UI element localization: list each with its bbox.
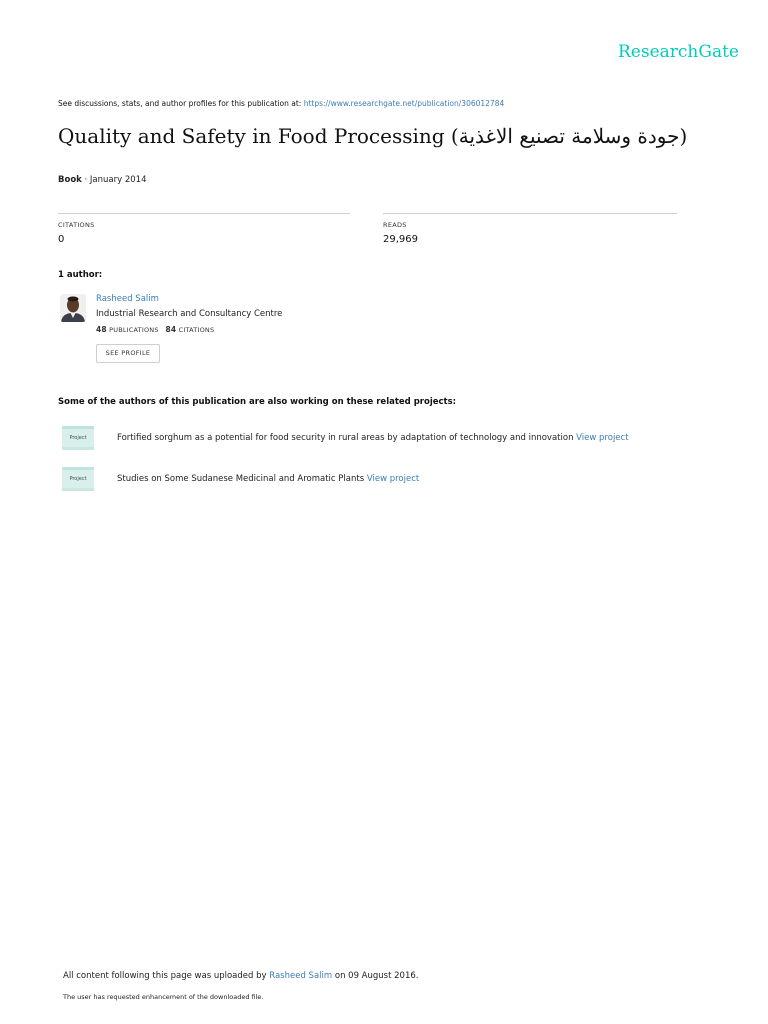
author-avatar[interactable] bbox=[60, 294, 86, 322]
discussions-line bbox=[58, 99, 504, 108]
publication-date: · January 2014 bbox=[81, 175, 147, 185]
citations-label: CITATIONS bbox=[58, 221, 95, 229]
publication-url-link[interactable]: https://www.researchgate.net/publication/306012784 bbox=[303, 99, 505, 108]
author-institution: Industrial Research and Consultancy Centre bbox=[96, 309, 283, 319]
project-2-row bbox=[117, 474, 419, 484]
authors-heading: 1 author: bbox=[58, 270, 103, 280]
citations-value: 0 bbox=[58, 234, 65, 245]
project-2-title: Studies on Some Sudanese Medicinal and Aromatic Plants bbox=[117, 474, 367, 484]
see-profile-button[interactable]: SEE PROFILE bbox=[96, 344, 160, 363]
upload-footer bbox=[63, 971, 418, 981]
author-name-link[interactable]: Rasheed Salim bbox=[96, 294, 159, 304]
author-stats bbox=[96, 325, 214, 334]
researchgate-logo[interactable]: ResearchGate bbox=[618, 42, 739, 62]
project-2-view-link[interactable]: View project bbox=[366, 474, 420, 484]
project-1-thumbnail-label: Project bbox=[69, 435, 87, 441]
upload-prefix: All content following this page was uploaded by bbox=[63, 971, 270, 981]
reads-divider bbox=[383, 213, 677, 214]
related-projects-heading: Some of the authors of this publication are also working on these related projects: bbox=[58, 397, 457, 407]
discussions-text: See discussions, stats, and author profiles for this publication at: bbox=[58, 99, 304, 108]
author-publications-label: PUBLICATIONS bbox=[109, 326, 159, 334]
enhancement-note: The user has requested enhancement of the downloaded file. bbox=[63, 993, 264, 1001]
project-1-row bbox=[117, 433, 629, 443]
publication-type: Book bbox=[58, 175, 82, 185]
project-1-thumbnail[interactable] bbox=[62, 426, 94, 450]
reads-value: 29,969 bbox=[383, 234, 418, 245]
author-citations-count: 84 bbox=[165, 325, 177, 334]
author-publications-count: 48 bbox=[96, 325, 107, 334]
project-2-thumbnail-label: Project bbox=[69, 476, 87, 482]
project-1-view-link[interactable]: View project bbox=[576, 433, 629, 443]
uploader-link[interactable]: Rasheed Salim bbox=[269, 971, 333, 981]
project-1-title: Fortified sorghum as a potential for food security in rural areas by adaptation of technology and innovation bbox=[117, 433, 577, 443]
author-citations-label: CITATIONS bbox=[178, 326, 215, 334]
upload-suffix: on 09 August 2016. bbox=[332, 971, 419, 981]
reads-label: READS bbox=[383, 221, 407, 229]
publication-meta bbox=[58, 175, 146, 185]
citations-divider bbox=[58, 213, 350, 214]
publication-title: Quality and Safety in Food Processing (جودة وسلامة تصنيع الاغذية) bbox=[58, 124, 688, 148]
project-2-thumbnail[interactable] bbox=[62, 467, 94, 491]
